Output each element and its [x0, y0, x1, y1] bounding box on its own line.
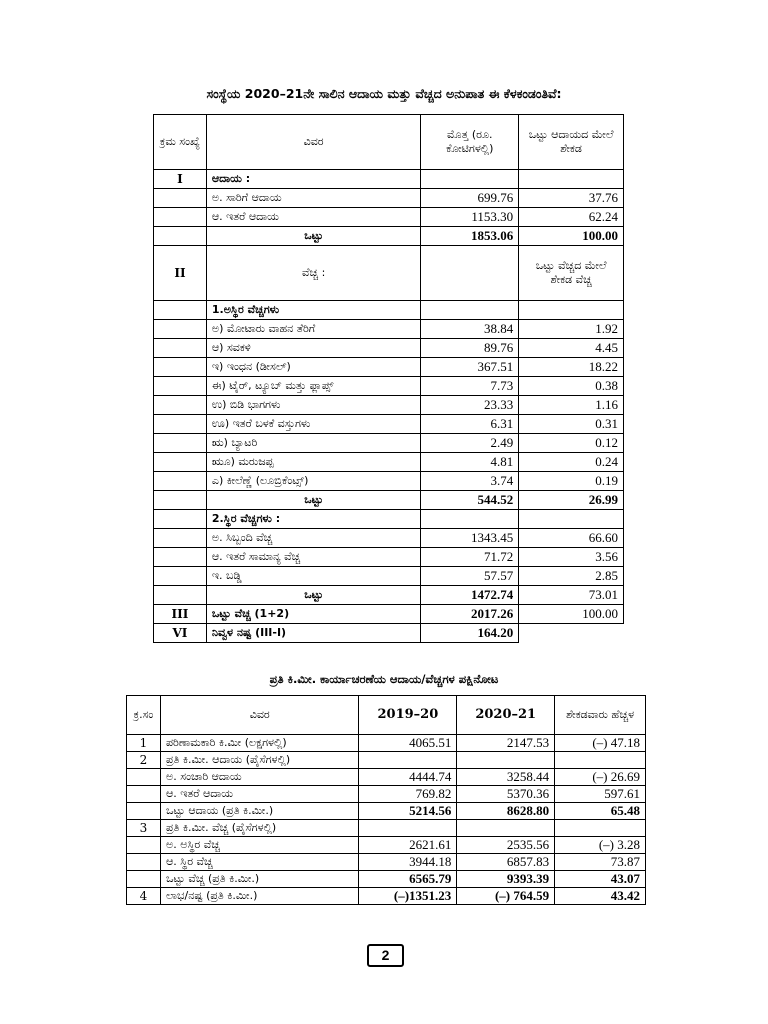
cell-2019-20: 3944.18 — [359, 854, 457, 871]
cell-2019-20: 5214.56 — [359, 803, 457, 820]
cell-percent: 0.24 — [519, 453, 624, 472]
table-header-row — [154, 115, 624, 170]
cell-2019-20: 2621.61 — [359, 837, 457, 854]
cell-percent: 43.42 — [555, 888, 646, 905]
cell-percent: 100.00 — [519, 605, 624, 624]
cell-serial — [154, 491, 207, 510]
cell-description: ವೆಚ್ಚ : — [206, 246, 420, 301]
cell-serial — [154, 567, 207, 586]
cell-serial — [154, 586, 207, 605]
header-year-2019-20: 2019–20 — [359, 696, 457, 735]
cell-amount: 1153.30 — [421, 208, 519, 227]
header-percent-expense: ಒಟ್ಟು ವೆಚ್ಚದ ಮೇಲೆ ಶೇಕಡ ವೆಚ್ಚ — [519, 246, 624, 301]
table-row — [154, 246, 624, 301]
cell-percent: 73.87 — [555, 854, 646, 871]
cell-2020-21: (–) 764.59 — [457, 888, 555, 905]
cell-amount: 71.72 — [421, 548, 519, 567]
cell-description: ಒಟ್ಟು — [206, 491, 420, 510]
cell-serial: 3 — [127, 820, 161, 837]
cell-percent: 0.12 — [519, 434, 624, 453]
table-row — [154, 170, 624, 189]
table-row — [154, 472, 624, 491]
cell-serial — [127, 769, 161, 786]
cell-percent: (–) 26.69 — [555, 769, 646, 786]
cell-serial — [154, 208, 207, 227]
cell-description: ಇ. ಬಡ್ಡಿ — [206, 567, 420, 586]
cell-description: ಇ) ಇಂಧನ (ಡೀಸಲ್) — [206, 358, 420, 377]
cell-percent: 18.22 — [519, 358, 624, 377]
table-row — [127, 752, 646, 769]
page-number: 2 — [367, 944, 404, 967]
cell-percent: 0.31 — [519, 415, 624, 434]
cell-serial: I — [154, 170, 207, 189]
cell-description: ಆ. ಇತರೆ ಆದಾಯ — [206, 208, 420, 227]
cell-2020-21: 2535.56 — [457, 837, 555, 854]
cell-percent: 43.07 — [555, 871, 646, 888]
table2-title: ಪ್ರತಿ ಕಿ.ಮೀ. ಕಾರ್ಯಾಚರಣೆಯ ಆದಾಯ/ವೆಚ್ಚಗಳ ಪಕ್ಷಿನೋಟ — [269, 672, 499, 686]
cell-2020-21 — [457, 820, 555, 837]
cell-description: ಅ. ಅಸ್ಥಿರ ವೆಚ್ಚ — [160, 837, 358, 854]
cell-serial — [154, 529, 207, 548]
cell-percent — [555, 820, 646, 837]
cell-serial — [154, 396, 207, 415]
cell-serial: 2 — [127, 752, 161, 769]
cell-description: ಒಟ್ಟು ಆದಾಯ (ಪ್ರತಿ ಕಿ.ಮೀ.) — [160, 803, 358, 820]
income-expense-table — [153, 114, 624, 643]
table-row — [154, 358, 624, 377]
cell-serial: 4 — [127, 888, 161, 905]
cell-2020-21: 9393.39 — [457, 871, 555, 888]
table-row — [154, 189, 624, 208]
cell-amount — [421, 510, 519, 529]
table-row — [127, 735, 646, 752]
cell-2019-20: 4065.51 — [359, 735, 457, 752]
table-row — [154, 624, 624, 643]
header-description: ವಿವರ — [160, 696, 358, 735]
cell-serial — [127, 786, 161, 803]
table-row — [154, 415, 624, 434]
cell-2019-20: 769.82 — [359, 786, 457, 803]
cell-amount: 38.84 — [421, 320, 519, 339]
header-description: ವಿವರ — [206, 115, 420, 170]
cell-amount: 1343.45 — [421, 529, 519, 548]
cell-description: ಒಟ್ಟು ವೆಚ್ಚ (ಪ್ರತಿ ಕಿ.ಮೀ.) — [160, 871, 358, 888]
table-row — [154, 208, 624, 227]
cell-description: 1.ಅಸ್ಥಿರ ವೆಚ್ಚಗಳು — [206, 301, 420, 320]
cell-serial — [154, 227, 207, 246]
cell-2020-21: 6857.83 — [457, 854, 555, 871]
cell-description: ಉ) ಬಿಡಿ ಭಾಗಗಳು — [206, 396, 420, 415]
cell-percent — [519, 624, 624, 643]
table-row — [154, 510, 624, 529]
cell-2020-21: 2147.53 — [457, 735, 555, 752]
cell-percent: 1.92 — [519, 320, 624, 339]
cell-2020-21: 3258.44 — [457, 769, 555, 786]
header-amount: ಮೊತ್ತ (ರೂ. ಕೋಟಿಗಳಲ್ಲಿ) — [421, 115, 519, 170]
cell-serial — [154, 339, 207, 358]
cell-amount: 164.20 — [421, 624, 519, 643]
cell-description: ಪರಿಣಾಮಕಾರಿ ಕಿ.ಮೀ (ಲಕ್ಷಗಳಲ್ಲಿ) — [160, 735, 358, 752]
cell-2019-20: 4444.74 — [359, 769, 457, 786]
cell-percent: 0.38 — [519, 377, 624, 396]
table-row — [154, 586, 624, 605]
cell-amount: 6.31 — [421, 415, 519, 434]
cell-percent: 73.01 — [519, 586, 624, 605]
table-row — [127, 769, 646, 786]
cell-description: ಲಾಭ/ನಷ್ಟ (ಪ್ರತಿ ಕಿ.ಮೀ.) — [160, 888, 358, 905]
cell-description: ಆ) ಸವಕಳಿ — [206, 339, 420, 358]
cell-percent: 597.61 — [555, 786, 646, 803]
table-row — [154, 491, 624, 510]
cell-description: ಒಟ್ಟು — [206, 586, 420, 605]
cell-amount — [421, 246, 519, 301]
cell-amount: 699.76 — [421, 189, 519, 208]
cell-percent: 66.60 — [519, 529, 624, 548]
cell-2019-20: 6565.79 — [359, 871, 457, 888]
cell-description: ಆ. ಸ್ಥಿರ ವೆಚ್ಚ — [160, 854, 358, 871]
cell-serial — [154, 472, 207, 491]
cell-description: ಪ್ರತಿ ಕಿ.ಮೀ. ವೆಚ್ಚ (ಪೈಸೆಗಳಲ್ಲಿ) — [160, 820, 358, 837]
cell-serial — [127, 871, 161, 888]
table-row — [127, 888, 646, 905]
cell-description: ಆದಾಯ : — [206, 170, 420, 189]
table-row — [154, 529, 624, 548]
table-row — [127, 854, 646, 871]
table-row — [154, 605, 624, 624]
cell-description: ಊ) ಇತರೆ ಬಳಕೆ ವಸ್ತುಗಳು — [206, 415, 420, 434]
cell-description: ಅ. ಸಾರಿಗೆ ಆದಾಯ — [206, 189, 420, 208]
cell-percent: 4.45 — [519, 339, 624, 358]
cell-amount: 7.73 — [421, 377, 519, 396]
cell-percent: (–) 47.18 — [555, 735, 646, 752]
table-row — [154, 339, 624, 358]
cell-amount: 89.76 — [421, 339, 519, 358]
table-header-row — [127, 696, 646, 735]
cell-serial — [127, 837, 161, 854]
cell-description: ಋ) ಬ್ಯಾಟರಿ — [206, 434, 420, 453]
cell-description: 2.ಸ್ಥಿರ ವೆಚ್ಚಗಳು : — [206, 510, 420, 529]
cell-serial — [154, 548, 207, 567]
cell-amount: 23.33 — [421, 396, 519, 415]
cell-serial — [154, 189, 207, 208]
cell-2019-20: (–)1351.23 — [359, 888, 457, 905]
header-year-2020-21: 2020–21 — [457, 696, 555, 735]
cell-percent — [519, 301, 624, 320]
cell-serial: III — [154, 605, 207, 624]
cell-description: ಅ. ಸಿಬ್ಬಂದಿ ವೆಚ್ಚ — [206, 529, 420, 548]
cell-serial — [154, 301, 207, 320]
table-row — [154, 453, 624, 472]
cell-description: ಪ್ರತಿ ಕಿ.ಮೀ. ಆದಾಯ (ಪೈಸೆಗಳಲ್ಲಿ) — [160, 752, 358, 769]
cell-description: ಎ) ಕೀಲೆಣ್ಣೆ (ಲೂಬ್ರಿಕೆಂಟ್ಸ್) — [206, 472, 420, 491]
cell-percent — [519, 510, 624, 529]
cell-description: ಅ) ಮೋಟಾರು ವಾಹನ ತೆರಿಗೆ — [206, 320, 420, 339]
cell-percent: 1.16 — [519, 396, 624, 415]
cell-percent — [555, 752, 646, 769]
cell-serial — [154, 415, 207, 434]
cell-amount: 1853.06 — [421, 227, 519, 246]
header-percent-increase: ಶೇಕಡವಾರು ಹೆಚ್ಚಳ — [555, 696, 646, 735]
cell-amount: 1472.74 — [421, 586, 519, 605]
cell-serial — [127, 803, 161, 820]
header-serial: ಕ್ರಮ ಸಂಖ್ಯೆ — [154, 115, 207, 170]
cell-amount: 544.52 — [421, 491, 519, 510]
cell-amount — [421, 170, 519, 189]
cell-amount — [421, 301, 519, 320]
cell-description: ಋೂ) ಮರುಜಪ್ಪ — [206, 453, 420, 472]
cell-serial: II — [154, 246, 207, 301]
cell-amount: 3.74 — [421, 472, 519, 491]
cell-description: ಒಟ್ಟು ವೆಚ್ಚ (1+2) — [206, 605, 420, 624]
cell-description: ಆ. ಇತರೆ ಸಾಮಾನ್ಯ ವೆಚ್ಚ — [206, 548, 420, 567]
cell-percent — [519, 170, 624, 189]
cell-serial — [154, 377, 207, 396]
cell-percent: 2.85 — [519, 567, 624, 586]
cell-serial — [127, 854, 161, 871]
table-row — [154, 567, 624, 586]
cell-description: ಈ) ಟೈರ್, ಟ್ಯೂಬ್ ಮತ್ತು ಫ್ಲಾಪ್ಸ್ — [206, 377, 420, 396]
table-row — [154, 320, 624, 339]
table-row — [127, 786, 646, 803]
cell-description: ಅ. ಸಂಚಾರಿ ಆದಾಯ — [160, 769, 358, 786]
cell-serial: 1 — [127, 735, 161, 752]
cell-amount: 367.51 — [421, 358, 519, 377]
table-row — [127, 820, 646, 837]
header-percent-income: ಒಟ್ಟು ಆದಾಯದ ಮೇಲೆ ಶೇಕಡ — [519, 115, 624, 170]
cell-description: ನಿವ್ವಳ ನಷ್ಟ (III-I) — [206, 624, 420, 643]
cell-serial — [154, 453, 207, 472]
cell-percent: 0.19 — [519, 472, 624, 491]
table-row — [127, 837, 646, 854]
cell-2019-20 — [359, 820, 457, 837]
cell-percent: 26.99 — [519, 491, 624, 510]
table-row — [154, 377, 624, 396]
per-km-table — [126, 695, 646, 905]
cell-percent: 100.00 — [519, 227, 624, 246]
cell-percent: 65.48 — [555, 803, 646, 820]
table-row — [154, 548, 624, 567]
cell-percent: 3.56 — [519, 548, 624, 567]
cell-percent: (–) 3.28 — [555, 837, 646, 854]
cell-serial — [154, 434, 207, 453]
cell-percent: 62.24 — [519, 208, 624, 227]
cell-amount: 2.49 — [421, 434, 519, 453]
cell-serial — [154, 320, 207, 339]
table1-title: ಸಂಸ್ಥೆಯ 2020–21ನೇ ಸಾಲಿನ ಆದಾಯ ಮತ್ತು ವೆಚ್ಚದ ಅನುಪಾತ ಈ ಕೆಳಕಂಡಂತಿವೆ: — [206, 86, 562, 101]
cell-serial — [154, 358, 207, 377]
cell-serial: VI — [154, 624, 207, 643]
cell-2019-20 — [359, 752, 457, 769]
table-row — [154, 396, 624, 415]
cell-2020-21: 5370.36 — [457, 786, 555, 803]
cell-description: ಒಟ್ಟು — [206, 227, 420, 246]
cell-description: ಆ. ಇತರೆ ಆದಾಯ — [160, 786, 358, 803]
cell-2020-21: 8628.80 — [457, 803, 555, 820]
table-row — [154, 434, 624, 453]
cell-amount: 2017.26 — [421, 605, 519, 624]
table-row — [127, 803, 646, 820]
table-row — [154, 301, 624, 320]
cell-2020-21 — [457, 752, 555, 769]
table-row — [154, 227, 624, 246]
cell-amount: 57.57 — [421, 567, 519, 586]
header-serial: ಕ್ರ.ಸಂ — [127, 696, 161, 735]
cell-serial — [154, 510, 207, 529]
table-row — [127, 871, 646, 888]
cell-amount: 4.81 — [421, 453, 519, 472]
cell-percent: 37.76 — [519, 189, 624, 208]
